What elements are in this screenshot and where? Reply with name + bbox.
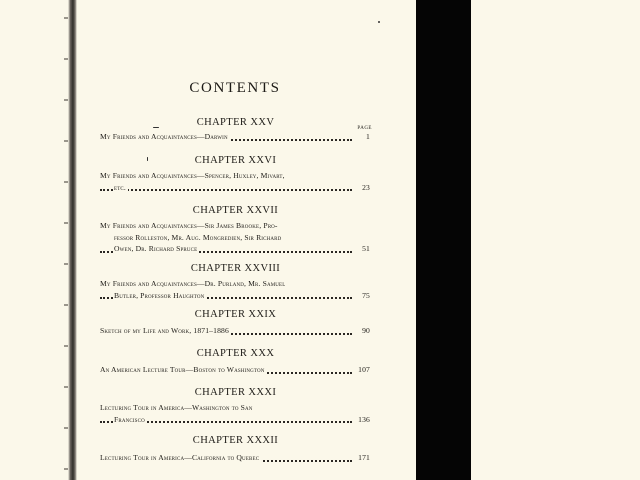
entry-text: Lecturing Tour in America—California to Quebec (100, 453, 260, 462)
toc-entry[interactable] (100, 278, 370, 301)
page-number: 75 (359, 290, 370, 302)
book-binding-shadow (68, 0, 77, 480)
toc-entry[interactable] (100, 220, 370, 255)
entry-text: Owen, Dr. Richard Spruce (114, 244, 198, 253)
entry-text: My Friends and Acquaintances—Darwin (100, 132, 228, 141)
entry-text: My Friends and Acquaintances—Dr. Purland, Mr. Samuel (100, 279, 286, 288)
chapter-heading: CHAPTER XXX (196, 348, 275, 359)
chapter-heading: CHAPTER XXIX (194, 309, 277, 320)
toc-entry[interactable] (100, 402, 370, 425)
page-number: 90 (359, 325, 370, 337)
page-number: 171 (355, 452, 370, 464)
toc-entry[interactable] (100, 452, 370, 464)
entry-text: Sketch of my Life and Work, 1871–1886 (100, 326, 229, 335)
dark-page-edge (416, 0, 471, 480)
toc-entry[interactable] (100, 325, 370, 337)
paper-speck (378, 21, 380, 23)
chapter-heading: CHAPTER XXVIII (190, 263, 281, 274)
chapter-heading: CHAPTER XXV (196, 117, 275, 128)
binding-specks (64, 0, 68, 480)
page-column-label: PAGE (357, 126, 372, 131)
entry-text: An American Lecture Tour—Boston to Washington (100, 365, 265, 374)
entry-text: etc. (114, 182, 126, 192)
entry-text: My Friends and Acquaintances—Spencer, Huxley, Mivart, (100, 171, 285, 180)
chapter-heading: CHAPTER XXXII (192, 435, 279, 446)
page-number: 51 (359, 243, 370, 255)
toc-entry[interactable] (100, 131, 370, 143)
entry-text: Butler, Professor Haughton (114, 290, 205, 300)
entry-text: fessor Rolleston, Mr. Aug. Mongredien, Sir Richard (114, 232, 282, 242)
contents-title: CONTENTS (189, 80, 281, 96)
page-number: 1 (363, 131, 370, 143)
page-number: 136 (355, 414, 370, 426)
chapter-heading: CHAPTER XXVII (192, 205, 279, 216)
page-number: 23 (359, 182, 370, 194)
chapter-heading: CHAPTER XXXI (194, 387, 277, 398)
toc-entry[interactable] (100, 364, 370, 376)
page-number: 107 (355, 364, 370, 376)
entry-text: Lecturing Tour in America—Washington to San (100, 403, 253, 412)
right-margin (471, 0, 640, 480)
entry-text: My Friends and Acquaintances—Sir James Brooke, Pro- (100, 221, 278, 230)
chapter-heading: CHAPTER XXVI (194, 155, 277, 166)
entry-text: Francisco (114, 414, 145, 424)
toc-entry[interactable] (100, 170, 370, 193)
